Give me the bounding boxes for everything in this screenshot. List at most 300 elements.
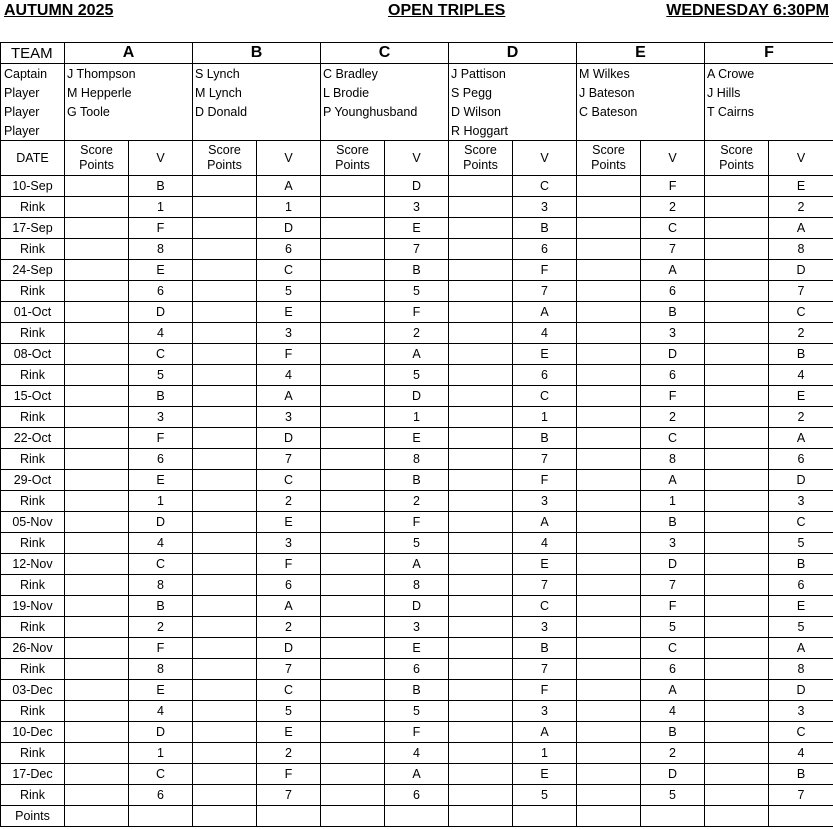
member-name: J Hills bbox=[705, 83, 833, 102]
fixture-date-row bbox=[1, 344, 833, 365]
score-points-cell bbox=[705, 386, 769, 407]
score-points-cell bbox=[705, 218, 769, 239]
opponent-team: E bbox=[769, 386, 833, 407]
score-points-cell bbox=[65, 365, 129, 386]
rink-number: 2 bbox=[385, 323, 449, 344]
opponent-team: F bbox=[641, 386, 705, 407]
score-points-cell bbox=[577, 218, 641, 239]
opponent-team: F bbox=[385, 722, 449, 743]
opponent-team: A bbox=[257, 596, 321, 617]
opponent-team: C bbox=[641, 638, 705, 659]
versus-header: V bbox=[385, 141, 449, 176]
rink-number: 7 bbox=[513, 575, 577, 596]
fixture-date-row bbox=[1, 596, 833, 617]
rink-number: 3 bbox=[513, 701, 577, 722]
rink-number: 6 bbox=[769, 449, 833, 470]
points-header-line: Points bbox=[207, 158, 242, 172]
opponent-team: A bbox=[513, 302, 577, 323]
rink-number: 6 bbox=[129, 281, 193, 302]
score-points-cell bbox=[65, 407, 129, 428]
score-points-cell bbox=[449, 701, 513, 722]
versus-header: V bbox=[129, 141, 193, 176]
score-points-cell bbox=[577, 512, 641, 533]
score-points-cell bbox=[577, 176, 641, 197]
score-points-cell bbox=[577, 743, 641, 764]
score-points-cell bbox=[705, 365, 769, 386]
score-points-cell bbox=[193, 764, 257, 785]
score-points-cell bbox=[321, 239, 385, 260]
score-points-cell bbox=[193, 575, 257, 596]
rink-number: 5 bbox=[513, 785, 577, 806]
rink-label: Rink bbox=[1, 323, 65, 344]
score-points-cell bbox=[321, 575, 385, 596]
fixture-date: 26-Nov bbox=[1, 638, 65, 659]
score-points-cell bbox=[449, 386, 513, 407]
member-name: S Pegg bbox=[449, 83, 577, 102]
versus-header: V bbox=[641, 141, 705, 176]
points-total-cell bbox=[65, 806, 129, 827]
rink-label: Rink bbox=[1, 575, 65, 596]
score-points-cell bbox=[65, 596, 129, 617]
opponent-team: F bbox=[513, 470, 577, 491]
team-letter-e: E bbox=[577, 43, 705, 64]
score-points-cell bbox=[449, 764, 513, 785]
member-name: S Lynch bbox=[193, 64, 321, 84]
member-name: P Younghusband bbox=[321, 102, 449, 121]
score-points-cell bbox=[193, 407, 257, 428]
opponent-team: A bbox=[641, 680, 705, 701]
score-points-cell bbox=[321, 596, 385, 617]
rink-label: Rink bbox=[1, 743, 65, 764]
score-points-cell bbox=[193, 449, 257, 470]
fixture-date: 17-Sep bbox=[1, 218, 65, 239]
score-points-cell bbox=[193, 197, 257, 218]
rink-number: 8 bbox=[769, 239, 833, 260]
score-points-cell bbox=[321, 638, 385, 659]
score-points-cell bbox=[449, 575, 513, 596]
score-points-cell bbox=[705, 680, 769, 701]
points-header-line: Points bbox=[335, 158, 370, 172]
score-points-cell bbox=[321, 491, 385, 512]
points-total-cell bbox=[321, 806, 385, 827]
score-points-cell bbox=[705, 428, 769, 449]
score-points-cell bbox=[321, 470, 385, 491]
score-points-cell bbox=[65, 197, 129, 218]
rink-number: 7 bbox=[513, 281, 577, 302]
opponent-team: F bbox=[129, 638, 193, 659]
score-points-cell bbox=[65, 659, 129, 680]
rink-number: 7 bbox=[641, 239, 705, 260]
score-points-cell bbox=[321, 617, 385, 638]
member-name: M Lynch bbox=[193, 83, 321, 102]
score-points-cell bbox=[65, 344, 129, 365]
points-total-cell bbox=[705, 806, 769, 827]
rink-number: 1 bbox=[513, 743, 577, 764]
score-points-cell bbox=[705, 407, 769, 428]
score-points-cell bbox=[65, 470, 129, 491]
score-points-cell bbox=[449, 491, 513, 512]
score-points-cell bbox=[321, 176, 385, 197]
points-total-cell bbox=[577, 806, 641, 827]
rink-number: 7 bbox=[513, 449, 577, 470]
score-points-cell bbox=[705, 512, 769, 533]
rink-number: 5 bbox=[641, 617, 705, 638]
opponent-team: C bbox=[641, 218, 705, 239]
opponent-team: B bbox=[641, 512, 705, 533]
rink-number: 7 bbox=[513, 659, 577, 680]
fixture-table bbox=[0, 42, 833, 827]
rink-row bbox=[1, 239, 833, 260]
opponent-team: E bbox=[257, 302, 321, 323]
opponent-team: E bbox=[513, 554, 577, 575]
rink-number: 3 bbox=[385, 617, 449, 638]
rink-number: 5 bbox=[769, 617, 833, 638]
score-points-cell bbox=[193, 533, 257, 554]
rink-number: 4 bbox=[129, 533, 193, 554]
versus-header: V bbox=[513, 141, 577, 176]
score-points-cell bbox=[705, 533, 769, 554]
score-points-cell bbox=[705, 575, 769, 596]
opponent-team: E bbox=[385, 218, 449, 239]
score-points-cell bbox=[705, 491, 769, 512]
opponent-team: F bbox=[257, 764, 321, 785]
rink-number: 7 bbox=[257, 659, 321, 680]
points-header-line: Points bbox=[719, 158, 754, 172]
role-label: Player bbox=[1, 102, 65, 121]
opponent-team: D bbox=[641, 764, 705, 785]
rink-number: 8 bbox=[641, 449, 705, 470]
fixture-date: 10-Dec bbox=[1, 722, 65, 743]
rink-row bbox=[1, 281, 833, 302]
score-points-cell bbox=[193, 554, 257, 575]
score-points-cell bbox=[577, 386, 641, 407]
rink-number: 3 bbox=[257, 407, 321, 428]
score-points-cell bbox=[321, 701, 385, 722]
rink-number: 8 bbox=[385, 449, 449, 470]
member-name bbox=[577, 121, 705, 141]
score-points-cell bbox=[65, 386, 129, 407]
score-points-cell bbox=[705, 281, 769, 302]
score-points-cell bbox=[577, 449, 641, 470]
fixture-date-row bbox=[1, 218, 833, 239]
rink-number: 2 bbox=[769, 323, 833, 344]
score-points-cell bbox=[449, 785, 513, 806]
rink-row bbox=[1, 533, 833, 554]
points-blank-cell bbox=[129, 806, 193, 827]
opponent-team: B bbox=[769, 554, 833, 575]
score-points-cell bbox=[577, 533, 641, 554]
opponent-team: C bbox=[769, 512, 833, 533]
member-row bbox=[1, 83, 833, 102]
rink-number: 8 bbox=[129, 659, 193, 680]
rink-number: 5 bbox=[129, 365, 193, 386]
rink-label: Rink bbox=[1, 281, 65, 302]
opponent-team: E bbox=[257, 512, 321, 533]
score-points-header bbox=[65, 141, 129, 176]
rink-number: 6 bbox=[513, 365, 577, 386]
opponent-team: C bbox=[257, 470, 321, 491]
score-points-cell bbox=[577, 785, 641, 806]
opponent-team: C bbox=[513, 596, 577, 617]
score-points-cell bbox=[193, 302, 257, 323]
rink-number: 4 bbox=[769, 743, 833, 764]
rink-row bbox=[1, 701, 833, 722]
score-points-cell bbox=[321, 743, 385, 764]
score-points-cell bbox=[449, 218, 513, 239]
rink-number: 6 bbox=[257, 239, 321, 260]
rink-label: Rink bbox=[1, 239, 65, 260]
member-name: C Bateson bbox=[577, 102, 705, 121]
rink-number: 5 bbox=[257, 281, 321, 302]
opponent-team: C bbox=[129, 344, 193, 365]
rink-number: 2 bbox=[257, 617, 321, 638]
score-points-cell bbox=[705, 554, 769, 575]
score-points-cell bbox=[449, 365, 513, 386]
opponent-team: C bbox=[129, 764, 193, 785]
score-points-header bbox=[705, 141, 769, 176]
fixture-date-row bbox=[1, 260, 833, 281]
rink-number: 8 bbox=[129, 575, 193, 596]
role-label: Player bbox=[1, 121, 65, 141]
score-points-cell bbox=[193, 281, 257, 302]
fixture-date: 24-Sep bbox=[1, 260, 65, 281]
schedule-day-time: WEDNESDAY 6:30PM bbox=[666, 2, 829, 19]
score-points-cell bbox=[321, 785, 385, 806]
rink-label: Rink bbox=[1, 701, 65, 722]
score-points-cell bbox=[65, 638, 129, 659]
member-name bbox=[705, 121, 833, 141]
score-points-cell bbox=[449, 197, 513, 218]
rink-number: 6 bbox=[129, 785, 193, 806]
score-points-cell bbox=[577, 197, 641, 218]
rink-number: 2 bbox=[769, 407, 833, 428]
opponent-team: E bbox=[129, 680, 193, 701]
score-points-cell bbox=[577, 428, 641, 449]
score-points-cell bbox=[449, 302, 513, 323]
opponent-team: D bbox=[641, 344, 705, 365]
score-points-cell bbox=[705, 344, 769, 365]
score-points-cell bbox=[449, 533, 513, 554]
score-points-cell bbox=[577, 323, 641, 344]
score-points-cell bbox=[65, 449, 129, 470]
fixture-date-row bbox=[1, 554, 833, 575]
rink-row bbox=[1, 323, 833, 344]
fixture-date: 01-Oct bbox=[1, 302, 65, 323]
rink-number: 6 bbox=[129, 449, 193, 470]
score-points-cell bbox=[193, 659, 257, 680]
fixture-date-row bbox=[1, 470, 833, 491]
rink-number: 3 bbox=[641, 533, 705, 554]
team-letter-d: D bbox=[449, 43, 577, 64]
opponent-team: B bbox=[641, 302, 705, 323]
score-points-cell bbox=[321, 449, 385, 470]
score-points-cell bbox=[193, 260, 257, 281]
score-points-cell bbox=[449, 428, 513, 449]
score-points-cell bbox=[321, 407, 385, 428]
opponent-team: D bbox=[257, 638, 321, 659]
score-points-cell bbox=[577, 239, 641, 260]
member-name: J Pattison bbox=[449, 64, 577, 84]
opponent-team: D bbox=[257, 428, 321, 449]
member-row bbox=[1, 64, 833, 84]
score-points-cell bbox=[193, 386, 257, 407]
opponent-team: A bbox=[769, 638, 833, 659]
score-points-header bbox=[193, 141, 257, 176]
rink-number: 5 bbox=[385, 281, 449, 302]
score-points-cell bbox=[577, 638, 641, 659]
score-points-cell bbox=[449, 281, 513, 302]
column-header-row bbox=[1, 141, 833, 176]
rink-number: 5 bbox=[257, 701, 321, 722]
team-letter-b: B bbox=[193, 43, 321, 64]
score-points-cell bbox=[449, 239, 513, 260]
opponent-team: F bbox=[513, 680, 577, 701]
score-points-cell bbox=[449, 323, 513, 344]
score-points-cell bbox=[577, 617, 641, 638]
opponent-team: B bbox=[513, 428, 577, 449]
fixture-date: 15-Oct bbox=[1, 386, 65, 407]
sheet-header bbox=[0, 0, 833, 42]
member-name bbox=[193, 121, 321, 141]
score-points-cell bbox=[705, 197, 769, 218]
rink-number: 5 bbox=[385, 701, 449, 722]
score-points-cell bbox=[321, 218, 385, 239]
rink-number: 2 bbox=[641, 197, 705, 218]
opponent-team: D bbox=[129, 302, 193, 323]
score-points-cell bbox=[449, 554, 513, 575]
team-label: TEAM bbox=[1, 43, 65, 64]
rink-number: 3 bbox=[257, 533, 321, 554]
fixture-date: 17-Dec bbox=[1, 764, 65, 785]
score-points-cell bbox=[449, 743, 513, 764]
team-header-row bbox=[1, 43, 833, 64]
member-row bbox=[1, 102, 833, 121]
score-points-cell bbox=[321, 344, 385, 365]
rink-number: 3 bbox=[257, 323, 321, 344]
rink-number: 7 bbox=[769, 281, 833, 302]
opponent-team: D bbox=[385, 386, 449, 407]
score-points-cell bbox=[65, 722, 129, 743]
rink-number: 1 bbox=[129, 197, 193, 218]
opponent-team: A bbox=[385, 344, 449, 365]
fixture-date: 19-Nov bbox=[1, 596, 65, 617]
member-name: T Cairns bbox=[705, 102, 833, 121]
score-points-cell bbox=[65, 575, 129, 596]
fixture-date-row bbox=[1, 764, 833, 785]
rink-number: 3 bbox=[769, 701, 833, 722]
points-blank-cell bbox=[513, 806, 577, 827]
opponent-team: B bbox=[129, 176, 193, 197]
fixture-date: 22-Oct bbox=[1, 428, 65, 449]
rink-number: 7 bbox=[641, 575, 705, 596]
fixture-date-row bbox=[1, 638, 833, 659]
rink-label: Rink bbox=[1, 617, 65, 638]
score-points-cell bbox=[321, 281, 385, 302]
score-points-cell bbox=[449, 470, 513, 491]
score-points-cell bbox=[65, 512, 129, 533]
score-points-header bbox=[577, 141, 641, 176]
score-points-cell bbox=[65, 701, 129, 722]
rink-row bbox=[1, 617, 833, 638]
opponent-team: E bbox=[769, 596, 833, 617]
opponent-team: D bbox=[769, 470, 833, 491]
rink-number: 6 bbox=[385, 659, 449, 680]
opponent-team: F bbox=[257, 554, 321, 575]
rink-number: 8 bbox=[769, 659, 833, 680]
opponent-team: B bbox=[129, 596, 193, 617]
rink-number: 3 bbox=[513, 491, 577, 512]
role-label: Player bbox=[1, 83, 65, 102]
points-blank-cell bbox=[385, 806, 449, 827]
opponent-team: B bbox=[513, 638, 577, 659]
score-points-cell bbox=[449, 344, 513, 365]
score-points-cell bbox=[193, 239, 257, 260]
rink-number: 3 bbox=[513, 197, 577, 218]
score-points-cell bbox=[705, 596, 769, 617]
score-points-cell bbox=[705, 764, 769, 785]
rink-number: 6 bbox=[385, 785, 449, 806]
rink-number: 3 bbox=[385, 197, 449, 218]
score-points-cell bbox=[705, 638, 769, 659]
rink-row bbox=[1, 575, 833, 596]
opponent-team: A bbox=[513, 722, 577, 743]
rink-number: 5 bbox=[385, 365, 449, 386]
fixture-date: 05-Nov bbox=[1, 512, 65, 533]
score-points-cell bbox=[193, 680, 257, 701]
rink-number: 3 bbox=[129, 407, 193, 428]
rink-label: Rink bbox=[1, 407, 65, 428]
opponent-team: C bbox=[769, 722, 833, 743]
points-label: Points bbox=[1, 806, 65, 827]
score-points-cell bbox=[449, 449, 513, 470]
opponent-team: D bbox=[129, 722, 193, 743]
score-points-cell bbox=[705, 323, 769, 344]
role-label: Captain bbox=[1, 64, 65, 84]
fixture-date: 08-Oct bbox=[1, 344, 65, 365]
score-points-cell bbox=[449, 512, 513, 533]
score-points-cell bbox=[321, 386, 385, 407]
score-points-cell bbox=[65, 617, 129, 638]
score-points-cell bbox=[705, 743, 769, 764]
points-total-cell bbox=[449, 806, 513, 827]
rink-number: 5 bbox=[769, 533, 833, 554]
score-points-cell bbox=[705, 722, 769, 743]
rink-row bbox=[1, 407, 833, 428]
rink-number: 5 bbox=[385, 533, 449, 554]
score-points-cell bbox=[321, 365, 385, 386]
points-blank-cell bbox=[641, 806, 705, 827]
opponent-team: C bbox=[641, 428, 705, 449]
opponent-team: A bbox=[257, 176, 321, 197]
rink-row bbox=[1, 491, 833, 512]
score-points-cell bbox=[577, 407, 641, 428]
score-header-line: Score bbox=[208, 143, 241, 157]
score-points-cell bbox=[577, 575, 641, 596]
opponent-team: B bbox=[385, 680, 449, 701]
score-points-cell bbox=[193, 428, 257, 449]
score-points-cell bbox=[193, 722, 257, 743]
points-total-cell bbox=[193, 806, 257, 827]
rink-row bbox=[1, 197, 833, 218]
score-points-cell bbox=[65, 680, 129, 701]
opponent-team: C bbox=[129, 554, 193, 575]
opponent-team: A bbox=[257, 386, 321, 407]
rink-number: 4 bbox=[129, 701, 193, 722]
fixture-date-row bbox=[1, 386, 833, 407]
rink-row bbox=[1, 365, 833, 386]
points-blank-cell bbox=[257, 806, 321, 827]
opponent-team: F bbox=[385, 302, 449, 323]
